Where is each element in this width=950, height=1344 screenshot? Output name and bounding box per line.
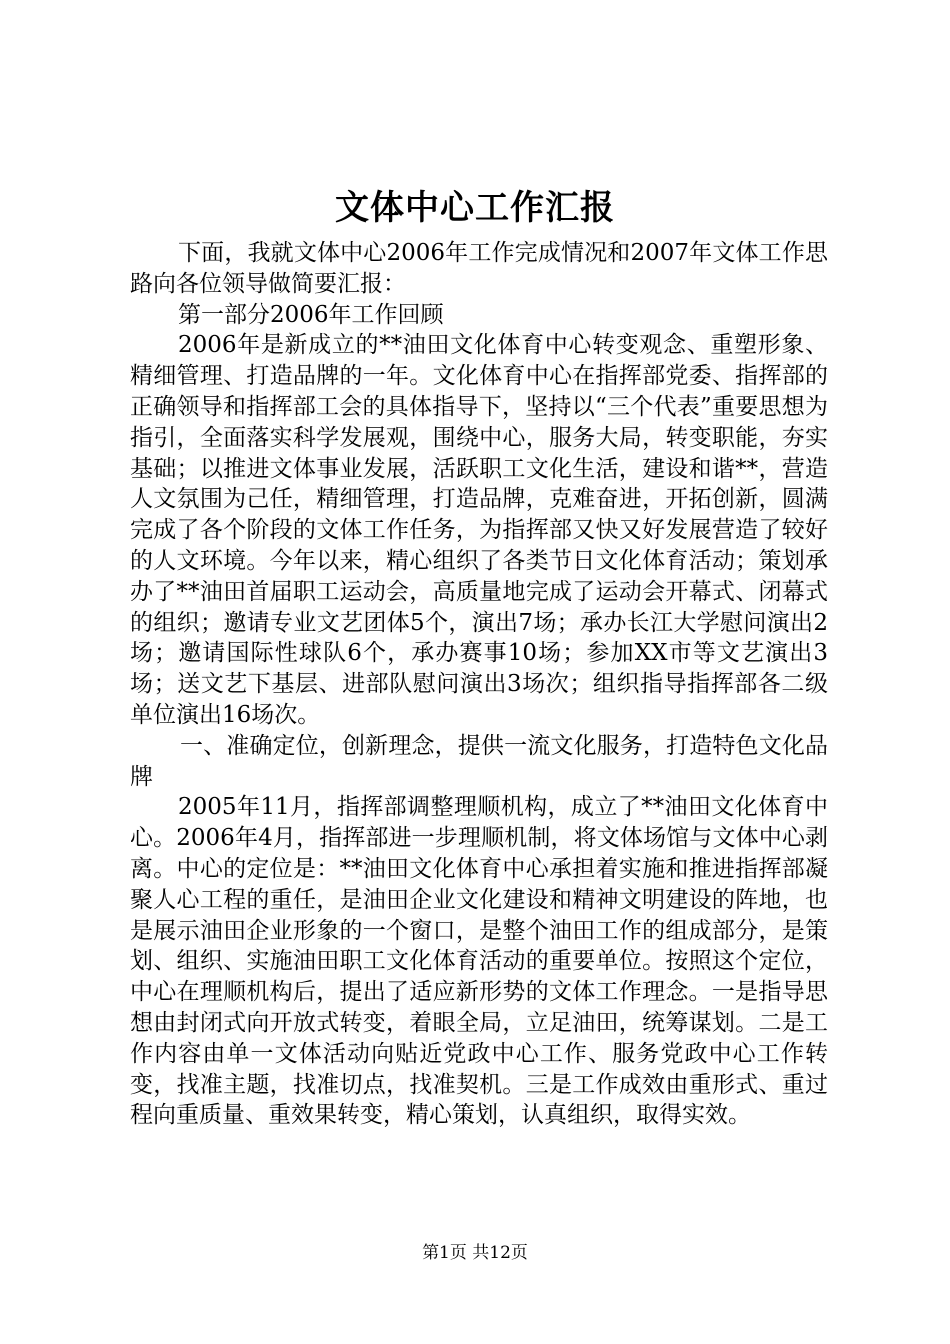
document-body xyxy=(130,238,828,1131)
review-paragraph: 2006年是新成立的**油田文化体育中心转变观念、重塑形象、精细管理、打造品牌的一年。文化体育中心在指挥部党委、指挥部的正确领导和指挥部工会的具体指导下，坚持以“三个代表”重要思想为指引，全面落实科学发展观，围绕中心，服务大局，转变职能，夯实基础；以推进文体事业发展，活跃职工文化生活，建设和谐**，营造人文氛围为己任，精细管理，打造品牌，克难奋进，开拓创新，圆满完成了各个阶段的文体工作任务，为指挥部又快又好发展营造了较好的人文环境。今年以来，精心组织了各类节日文化体育活动；策划承办了**油田首届职工运动会，高质量地完成了运动会开幕式、闭幕式的组织；邀请专业文艺团体5个，演出7场；承办长江大学慰问演出2场；邀请国际性球队6个，承办赛事10场；参加XX市等文艺演出3场；送文艺下基层、进部队慰问演出3场次；组织指导指挥部各二级单位演出16场次。 xyxy=(130,332,828,728)
intro-paragraph: 下面，我就文体中心2006年工作完成情况和2007年文体工作思路向各位领导做简要汇报： xyxy=(130,240,828,297)
document-title: 文体中心工作汇报 xyxy=(335,188,615,228)
subsection-heading-one: 一、准确定位，创新理念，提供一流文化服务，打造特色文化品牌 xyxy=(130,732,828,790)
section-heading-part-one: 第一部分2006年工作回顾 xyxy=(178,301,444,328)
page-footer: 第1页 共12页 xyxy=(422,1243,528,1263)
positioning-paragraph: 2005年11月，指挥部调整理顺机构，成立了**油田文化体育中心。2006年4月，指挥部进一步理顺机制，将文体场馆与文体中心剥离。中心的定位是：**油田文化体育中心承担着实施和推进指挥部凝聚人心工程的重任，是油田企业文化建设和精神文明建设的阵地，也是展示油田企业形象的一个窗口，是整个油田工作的组成部分，是策划、组织、实施油田职工文化体育活动的重要单位。按照这个定位，中心在理顺机构后，提出了适应新形势的文体工作理念。一是指导思想由封闭式向开放式转变，着眼全局，立足油田，统筹谋划。二是工作内容由单一文体活动向贴近党政中心工作、服务党政中心工作转变，找准主题，找准切点，找准契机。三是工作成效由重形式、重过程向重质量、重效果转变，精心策划，认真组织，取得实效。 xyxy=(130,794,828,1129)
